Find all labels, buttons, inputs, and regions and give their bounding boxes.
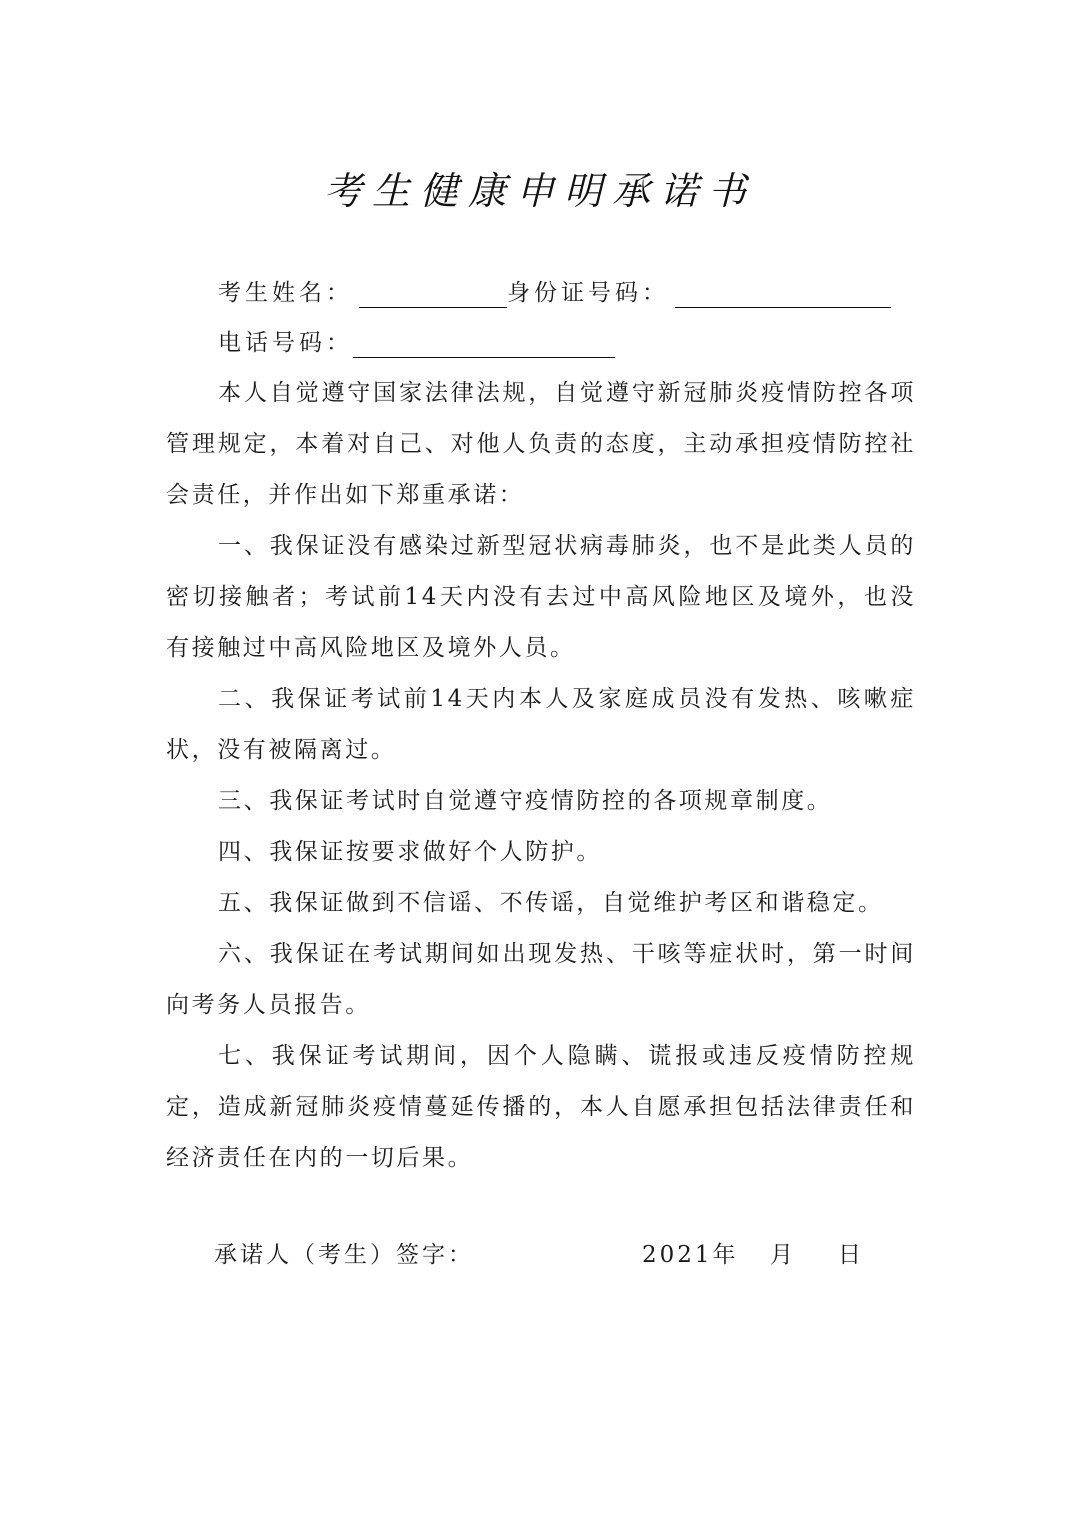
signature-row	[214, 1240, 864, 1270]
name-id-row	[218, 278, 891, 308]
document-title: 考生健康申明承诺书	[323, 169, 756, 213]
signature-year: 2021年	[642, 1242, 739, 1268]
paragraph-item-7: 七、我保证考试期间，因个人隐瞒、谎报或违反疫情防控规定，造成新冠肺炎疫情蔓延传播的，本人自愿承担包括法律责任和经济责任在内的一切后果。	[166, 1043, 916, 1171]
paragraph-intro: 本人自觉遵守国家法律法规，自觉遵守新冠肺炎疫情防控各项管理规定，本着对自己、对他人负责的态度，主动承担疫情防控社会责任，并作出如下郑重承诺：	[166, 380, 916, 508]
paragraph-item-2: 二、我保证考试前14天内本人及家庭成员没有发热、咳嗽症状，没有被隔离过。	[166, 686, 916, 763]
name-label: 考生姓名：	[218, 280, 353, 306]
phone-blank-line[interactable]	[353, 333, 615, 358]
phone-label: 电话号码：	[218, 330, 353, 356]
signature-label: 承诺人（考生）签字：	[214, 1242, 474, 1268]
signature-month: 月	[770, 1242, 796, 1268]
paragraph-item-6: 六、我保证在考试期间如出现发热、干咳等症状时，第一时间向考务人员报告。	[166, 941, 916, 1018]
paragraph-item-1: 一、我保证没有感染过新型冠状病毒肺炎，也不是此类人员的密切接触者；考试前14天内没有去过中高风险地区及境外，也没有接触过中高风险地区及境外人员。	[166, 533, 916, 661]
paragraph-item-5: 五、我保证做到不信谣、不传谣，自觉维护考区和谐稳定。	[218, 890, 884, 916]
phone-row	[218, 328, 615, 358]
id-blank-line[interactable]	[675, 283, 891, 308]
paragraph-item-4: 四、我保证按要求做好个人防护。	[218, 839, 602, 865]
paragraph-item-3: 三、我保证考试时自觉遵守疫情防控的各项规章制度。	[218, 788, 833, 814]
commitment-body	[166, 368, 916, 1184]
signature-day: 日	[838, 1242, 864, 1268]
id-label: 身份证号码：	[507, 280, 669, 306]
name-blank-line[interactable]	[359, 283, 507, 308]
